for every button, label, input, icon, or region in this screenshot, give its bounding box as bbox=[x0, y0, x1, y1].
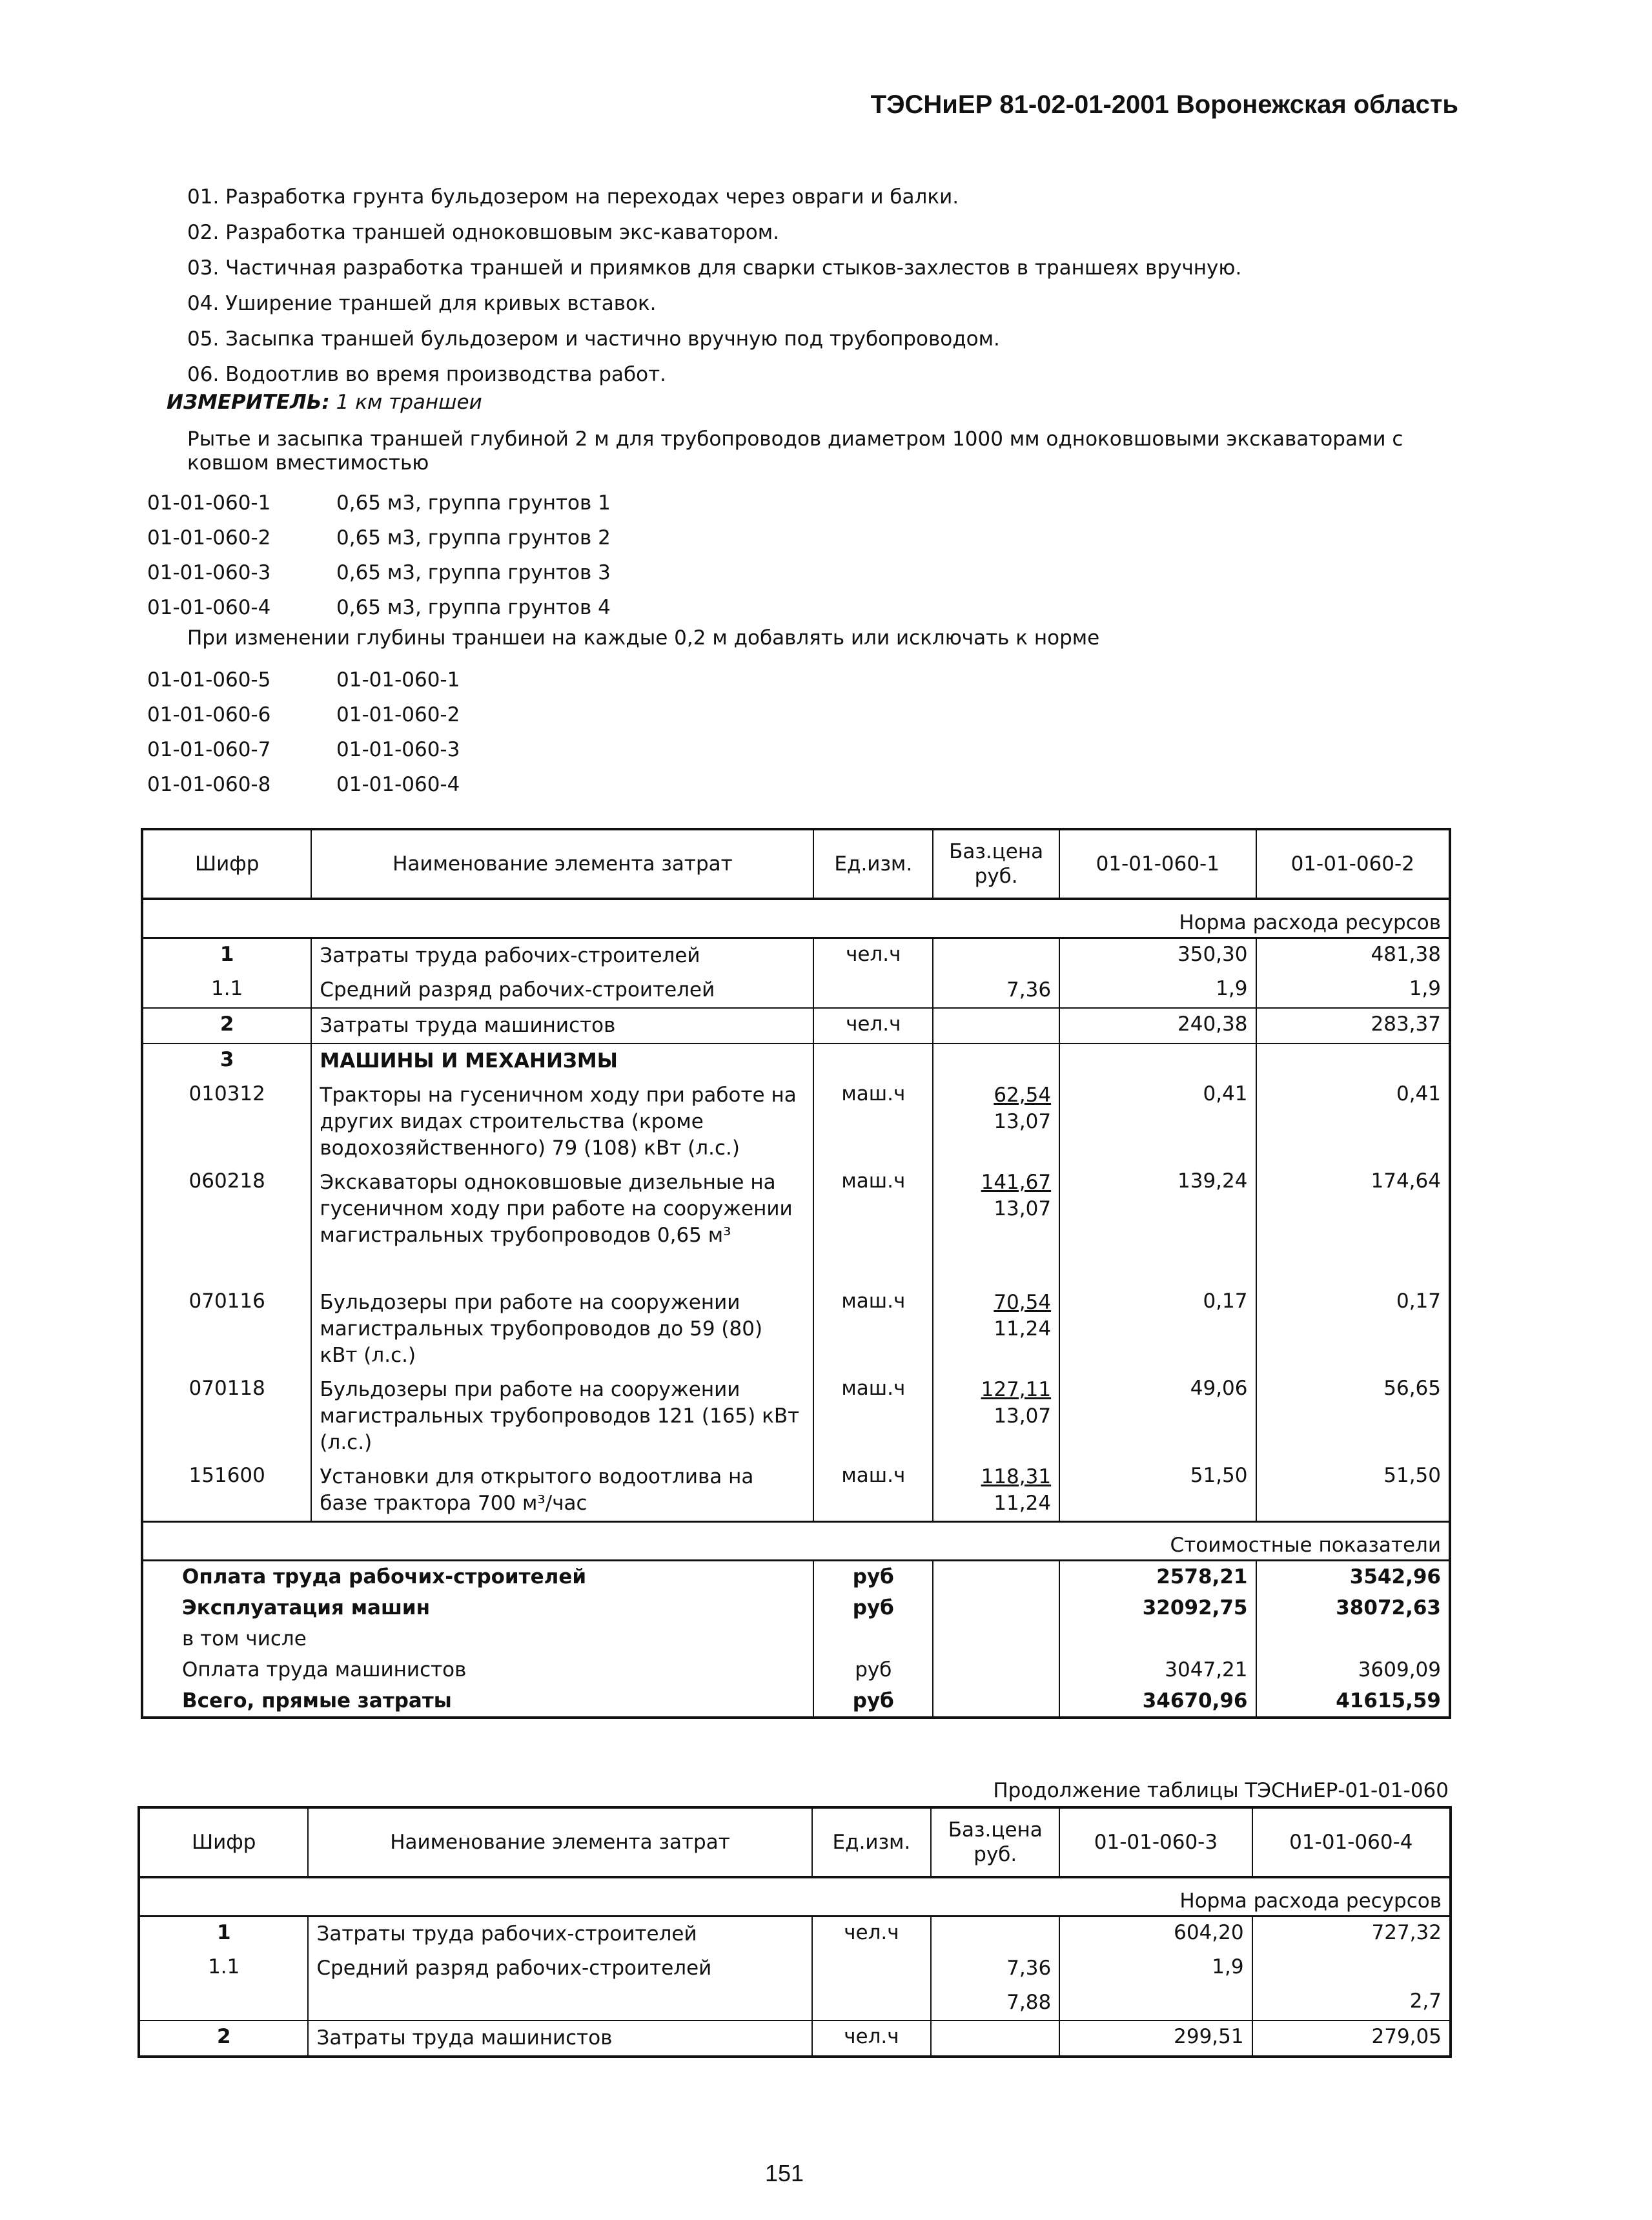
row-value-1: 1,9 bbox=[1059, 1951, 1252, 1986]
price-wage: 11,24 bbox=[994, 1491, 1052, 1515]
summary-value-1: 2578,21 bbox=[1059, 1560, 1256, 1592]
row-value-2: 51,50 bbox=[1256, 1460, 1451, 1522]
section-label-norms: Норма расхода ресурсов bbox=[139, 1877, 1451, 1916]
table-row bbox=[139, 1986, 1451, 2020]
row-name: Установки для открытого водоотлива на базе трактора 700 м³/час bbox=[311, 1460, 813, 1522]
intro-line: 01. Разработка грунта бульдозером на переходах через овраги и балки. bbox=[187, 185, 959, 209]
norm-code: 01-01-060-4 bbox=[147, 596, 271, 619]
intro-line: 04. Уширение траншей для кривых вставок. bbox=[187, 292, 657, 315]
row-name: Бульдозеры при работе на сооружении магистральных трубопроводов 121 (165) кВт (л.с.) bbox=[311, 1373, 813, 1460]
row-price bbox=[933, 1460, 1059, 1522]
page-number: 151 bbox=[765, 2160, 804, 2186]
row-value-2: 2,7 bbox=[1252, 1986, 1451, 2020]
norm-code: 01-01-060-2 bbox=[147, 526, 271, 550]
col-header-code: Шифр bbox=[142, 829, 311, 899]
table-row bbox=[139, 1951, 1451, 1986]
price-wage: 13,07 bbox=[994, 1197, 1052, 1220]
row-code: 1.1 bbox=[139, 1951, 308, 1986]
table-row bbox=[142, 973, 1450, 1008]
price-base: 62,54 bbox=[994, 1083, 1052, 1107]
adjustment-code-row bbox=[147, 663, 460, 697]
intro-line: 06. Водоотлив во время производства работ. bbox=[187, 363, 667, 386]
summary-name: Оплата труда рабочих-строителей bbox=[142, 1560, 813, 1592]
section-row bbox=[142, 899, 1450, 938]
row-code: 1 bbox=[139, 1916, 308, 1951]
norm-code: 01-01-060-5 bbox=[147, 668, 271, 692]
section-row bbox=[142, 1521, 1450, 1560]
norm-codes-list bbox=[147, 486, 611, 625]
row-name: Средний разряд рабочих-строителей bbox=[311, 973, 813, 1008]
norm-code-text: 0,65 м3, группа грунтов 1 bbox=[336, 491, 611, 515]
row-value-2: 56,65 bbox=[1256, 1373, 1451, 1460]
row-value-2: 0,17 bbox=[1256, 1286, 1451, 1373]
table-row bbox=[142, 1043, 1450, 1078]
row-code: 1 bbox=[142, 938, 311, 973]
adjustment-code-row bbox=[147, 697, 460, 732]
summary-row bbox=[142, 1623, 1450, 1654]
norm-code-ref: 01-01-060-1 bbox=[336, 668, 460, 692]
summary-value-2: 3542,96 bbox=[1256, 1560, 1451, 1592]
document-header-title: ТЭСНиЕР 81-02-01-2001 Воронежская область bbox=[870, 90, 1458, 119]
summary-unit: руб bbox=[813, 1560, 933, 1592]
table-row bbox=[142, 1373, 1450, 1460]
row-value-2: 727,32 bbox=[1252, 1916, 1451, 1951]
row-name: Затраты труда рабочих-строителей bbox=[308, 1916, 811, 1951]
row-name: Экскаваторы одноковшовые дизельные на гусеничном ходу при работе на сооружении магистральных трубопроводов 0,65 м³ bbox=[311, 1166, 813, 1286]
table-row bbox=[142, 1166, 1450, 1286]
row-unit: чел.ч bbox=[812, 2020, 932, 2057]
row-name: Тракторы на гусеничном ходу при работе на других видах строительства (кроме водохозяйственного) 79 (108) кВт (л.с.) bbox=[311, 1078, 813, 1166]
depth-adjustment-note: При изменении глубины траншеи на каждые 0,2 м добавлять или исключать к норме bbox=[187, 626, 1100, 650]
row-value-1: 240,38 bbox=[1059, 1008, 1256, 1043]
row-value-1: 604,20 bbox=[1059, 1916, 1252, 1951]
row-value-1: 0,41 bbox=[1059, 1078, 1256, 1166]
intro-list bbox=[187, 180, 1453, 393]
row-value-2: 174,64 bbox=[1256, 1166, 1451, 1286]
row-unit bbox=[813, 973, 933, 1008]
col-header-norm-1: 01-01-060-1 bbox=[1059, 829, 1256, 899]
summary-value-2 bbox=[1256, 1623, 1451, 1654]
adjustment-code-row bbox=[147, 732, 460, 767]
summary-price bbox=[933, 1623, 1059, 1654]
row-price bbox=[933, 1166, 1059, 1286]
section-label-norms: Норма расхода ресурсов bbox=[142, 899, 1450, 938]
measurer-label: ИЗМЕРИТЕЛЬ: bbox=[167, 391, 330, 414]
row-price bbox=[933, 1078, 1059, 1166]
norm-code-text: 0,65 м3, группа грунтов 4 bbox=[336, 596, 611, 619]
row-value-2: 481,38 bbox=[1256, 938, 1451, 973]
price-base: 127,11 bbox=[981, 1377, 1052, 1401]
summary-row bbox=[142, 1654, 1450, 1685]
row-unit: маш.ч bbox=[813, 1078, 933, 1166]
row-unit: чел.ч bbox=[812, 1916, 932, 1951]
col-header-name: Наименование элемента затрат bbox=[308, 1807, 811, 1877]
norm-code-ref: 01-01-060-4 bbox=[336, 773, 460, 796]
summary-name: в том числе bbox=[142, 1623, 813, 1654]
row-name: Затраты труда рабочих-строителей bbox=[311, 938, 813, 973]
table-row bbox=[142, 1460, 1450, 1522]
norms-table-1 bbox=[141, 828, 1451, 1719]
col-header-norm-4: 01-01-060-4 bbox=[1252, 1807, 1451, 1877]
norm-code-row bbox=[147, 520, 611, 555]
row-value-1: 350,30 bbox=[1059, 938, 1256, 973]
row-code: 070116 bbox=[142, 1286, 311, 1373]
summary-unit bbox=[813, 1623, 933, 1654]
row-price: 7,36 bbox=[931, 1951, 1059, 1986]
row-price bbox=[931, 2020, 1059, 2057]
row-code: 1.1 bbox=[142, 973, 311, 1008]
row-unit bbox=[812, 1951, 932, 1986]
col-header-price: Баз.цена руб. bbox=[933, 829, 1059, 899]
row-price bbox=[931, 1916, 1059, 1951]
row-code: 2 bbox=[142, 1008, 311, 1043]
summary-row bbox=[142, 1560, 1450, 1592]
row-price bbox=[933, 1286, 1059, 1373]
norm-code: 01-01-060-1 bbox=[147, 491, 271, 515]
norm-code-text: 0,65 м3, группа грунтов 3 bbox=[336, 561, 611, 584]
row-code: 2 bbox=[139, 2020, 308, 2057]
price-base: 70,54 bbox=[994, 1290, 1052, 1314]
row-code: 070118 bbox=[142, 1373, 311, 1460]
row-name: Затраты труда машинистов bbox=[308, 2020, 811, 2057]
work-description: Рытье и засыпка траншей глубиной 2 м для трубопроводов диаметром 1000 мм одноковшовыми экскаваторами с ковшом вместимостью bbox=[187, 427, 1403, 475]
adjustment-code-row bbox=[147, 767, 460, 802]
row-value-1 bbox=[1059, 1043, 1256, 1078]
col-header-unit: Ед.изм. bbox=[813, 829, 933, 899]
continuation-caption: Продолжение таблицы ТЭСНиЕР-01-01-060 bbox=[993, 1779, 1449, 1802]
norm-code: 01-01-060-8 bbox=[147, 773, 271, 796]
row-unit: чел.ч bbox=[813, 1008, 933, 1043]
summary-value-1: 3047,21 bbox=[1059, 1654, 1256, 1685]
row-unit bbox=[812, 1986, 932, 2020]
price-wage: 11,24 bbox=[994, 1317, 1052, 1341]
table-row bbox=[142, 1008, 1450, 1043]
col-header-price: Баз.цена руб. bbox=[931, 1807, 1059, 1877]
measurer bbox=[167, 391, 482, 414]
price-base: 118,31 bbox=[981, 1465, 1052, 1488]
summary-value-2: 38072,63 bbox=[1256, 1592, 1451, 1623]
section-label-costs: Стоимостные показатели bbox=[142, 1521, 1450, 1560]
measurer-value: 1 км траншеи bbox=[336, 391, 482, 414]
norm-code-row bbox=[147, 555, 611, 590]
row-code: 010312 bbox=[142, 1078, 311, 1166]
row-name: Затраты труда машинистов bbox=[311, 1008, 813, 1043]
norm-code-text: 0,65 м3, группа грунтов 2 bbox=[336, 526, 611, 550]
summary-row bbox=[142, 1592, 1450, 1623]
row-value-2: 1,9 bbox=[1256, 973, 1451, 1008]
table-row bbox=[142, 1286, 1450, 1373]
price-base: 141,67 bbox=[981, 1170, 1052, 1194]
table-header-row bbox=[139, 1807, 1451, 1877]
row-unit: чел.ч bbox=[813, 938, 933, 973]
section-row bbox=[139, 1877, 1451, 1916]
adjustment-codes-list bbox=[147, 663, 460, 802]
summary-name: Всего, прямые затраты bbox=[142, 1685, 813, 1718]
table-row bbox=[139, 1916, 1451, 1951]
summary-name: Эксплуатация машин bbox=[142, 1592, 813, 1623]
row-value-2: 279,05 bbox=[1252, 2020, 1451, 2057]
summary-price bbox=[933, 1654, 1059, 1685]
row-name: МАШИНЫ И МЕХАНИЗМЫ bbox=[311, 1043, 813, 1078]
row-code: 151600 bbox=[142, 1460, 311, 1522]
row-value-2 bbox=[1256, 1043, 1451, 1078]
norm-code-row bbox=[147, 590, 611, 625]
col-header-code: Шифр bbox=[139, 1807, 308, 1877]
row-value-1: 139,24 bbox=[1059, 1166, 1256, 1286]
intro-line: 02. Разработка траншей одноковшовым экс-каватором. bbox=[187, 221, 779, 244]
row-value-1: 0,17 bbox=[1059, 1286, 1256, 1373]
summary-value-1: 34670,96 bbox=[1059, 1685, 1256, 1718]
col-header-norm-2: 01-01-060-2 bbox=[1256, 829, 1451, 899]
row-price bbox=[933, 1043, 1059, 1078]
row-value-1: 49,06 bbox=[1059, 1373, 1256, 1460]
col-header-name: Наименование элемента затрат bbox=[311, 829, 813, 899]
row-code: 3 bbox=[142, 1043, 311, 1078]
price-wage: 13,07 bbox=[994, 1109, 1052, 1133]
table-row bbox=[142, 1078, 1450, 1166]
summary-value-2: 3609,09 bbox=[1256, 1654, 1451, 1685]
row-unit: маш.ч bbox=[813, 1460, 933, 1522]
row-value-2: 0,41 bbox=[1256, 1078, 1451, 1166]
norm-code-row bbox=[147, 486, 611, 520]
summary-unit: руб bbox=[813, 1654, 933, 1685]
summary-value-1 bbox=[1059, 1623, 1256, 1654]
summary-value-2: 41615,59 bbox=[1256, 1685, 1451, 1718]
summary-unit: руб bbox=[813, 1592, 933, 1623]
col-header-unit: Ед.изм. bbox=[812, 1807, 932, 1877]
row-unit: маш.ч bbox=[813, 1373, 933, 1460]
table-row bbox=[139, 2020, 1451, 2057]
intro-line: 03. Частичная разработка траншей и приямков для сварки стыков-захлестов в траншеях вручную. bbox=[187, 256, 1242, 280]
summary-value-1: 32092,75 bbox=[1059, 1592, 1256, 1623]
summary-name: Оплата труда машинистов bbox=[142, 1654, 813, 1685]
summary-price bbox=[933, 1592, 1059, 1623]
norm-code: 01-01-060-3 bbox=[147, 561, 271, 584]
table-row bbox=[142, 938, 1450, 973]
row-price bbox=[933, 938, 1059, 973]
row-name: Бульдозеры при работе на сооружении магистральных трубопроводов до 59 (80) кВт (л.с.) bbox=[311, 1286, 813, 1373]
col-header-norm-3: 01-01-060-3 bbox=[1059, 1807, 1252, 1877]
row-unit bbox=[813, 1043, 933, 1078]
summary-unit: руб bbox=[813, 1685, 933, 1718]
row-value-2: 283,37 bbox=[1256, 1008, 1451, 1043]
row-price: 7,88 bbox=[931, 1986, 1059, 2020]
row-name bbox=[308, 1986, 811, 2020]
row-value-2 bbox=[1252, 1951, 1451, 1986]
norm-code-ref: 01-01-060-3 bbox=[336, 738, 460, 761]
row-value-1: 299,51 bbox=[1059, 2020, 1252, 2057]
summary-price bbox=[933, 1560, 1059, 1592]
row-unit: маш.ч bbox=[813, 1286, 933, 1373]
row-value-1: 51,50 bbox=[1059, 1460, 1256, 1522]
table-header-row bbox=[142, 829, 1450, 899]
norm-code: 01-01-060-7 bbox=[147, 738, 271, 761]
summary-price bbox=[933, 1685, 1059, 1718]
row-code bbox=[139, 1986, 308, 2020]
norm-code-ref: 01-01-060-2 bbox=[336, 703, 460, 726]
row-name: Средний разряд рабочих-строителей bbox=[308, 1951, 811, 1986]
row-price: 7,36 bbox=[933, 973, 1059, 1008]
summary-row bbox=[142, 1685, 1450, 1718]
norms-table-2 bbox=[138, 1806, 1452, 2058]
intro-line: 05. Засыпка траншей бульдозером и частично вручную под трубопроводом. bbox=[187, 327, 1000, 351]
row-value-1: 1,9 bbox=[1059, 973, 1256, 1008]
row-value-1 bbox=[1059, 1986, 1252, 2020]
row-price bbox=[933, 1373, 1059, 1460]
norm-code: 01-01-060-6 bbox=[147, 703, 271, 726]
row-unit: маш.ч bbox=[813, 1166, 933, 1286]
row-code: 060218 bbox=[142, 1166, 311, 1286]
price-wage: 13,07 bbox=[994, 1404, 1052, 1428]
row-price bbox=[933, 1008, 1059, 1043]
